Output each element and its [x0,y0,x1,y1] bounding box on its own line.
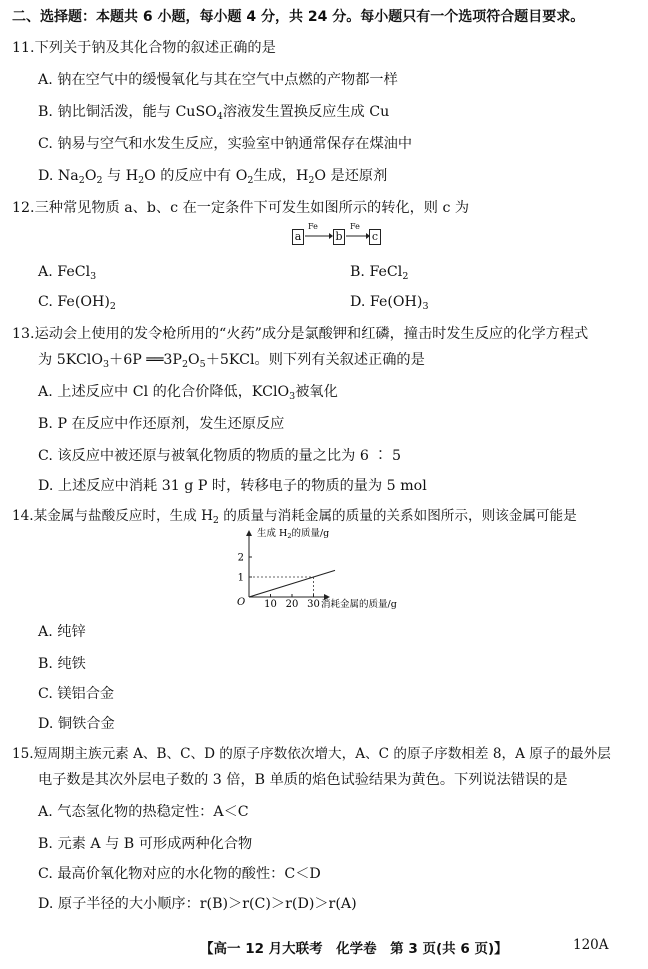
y-axis-label: 生成 $H_2$的质量/g [257,528,330,540]
q11-option-b: B. 钠比铜活泼，能与 CuSO$_4$溶液发生置换反应生成 Cu [38,104,390,122]
origin-label: O [237,597,246,608]
x-tick-label: 30 [307,599,320,610]
question-15-stem-continued: 电子数是其次外层电子数的 3 倍，B 单质的焰色试验结果为黄色。下列说法错误的是 [38,772,568,788]
q15-option-a: A. 气态氢化物的热稳定性：A＜C [38,804,249,820]
section-header: 二、选择题：本题共 6 小题，每小题 4 分，共 24 分。每小题只有一个选项符合题目要求。 [12,9,585,25]
y-tick-label: 2 [237,552,244,564]
h2-mass-chart [225,525,450,618]
question-13-stem: 13.运动会上使用的发令枪所用的“火药”成分是氯酸钾和红磷，撞击时发生反应的化学方程式 [12,326,589,342]
q13-option-d: D. 上述反应中消耗 31 g P 时，转移电子的物质的量为 5 mol [38,478,427,494]
question-11-stem: 11.下列关于钠及其化合物的叙述正确的是 [12,40,276,56]
q13-equation: 为 5KClO$_3$＋6P $══3P_2O_5+5KCl$。则下列有关叙述正确的是 [38,352,425,370]
q13-option-b: B. P 在反应中作还原剂，发生还原反应 [38,416,285,432]
q15-option-d: D. 原子半径的大小顺序：r(B)＞r(C)＞r(D)＞r(A) [38,896,357,912]
y-tick-label: 1 [237,572,244,584]
arrow-right-icon [305,230,333,240]
q15-option-c: C. 最高价氧化物对应的水化物的酸性：C＜D [38,866,321,882]
q15-option-b: B. 元素 A 与 B 可形成两种化合物 [38,836,253,852]
q12-option-a: A. FeCl$_3$ [38,264,97,282]
x-tick-label: 10 [264,599,277,610]
x-axis-label: 消耗金属的质量/g [321,599,397,610]
q14-option-d: D. 铜铁合金 [38,716,115,732]
question-15-stem: 15.短周期主族元素 A、B、C、D 的原子序数依次增大，A、C 的原子序数相差 8，A 原子的最外层 [12,746,611,762]
diagram-box-b: b [333,229,345,245]
q12-option-c: C. $Fe(OH)_2$ [38,294,116,312]
q12-option-b: B. FeCl$_2$ [350,264,409,282]
question-12-stem: 12.三种常见物质 a、b、c 在一定条件下可发生如图所示的转化，则 c 为 [12,200,470,216]
q14-option-a: A. 纯锌 [38,624,86,640]
diagram-box-c: c [369,229,381,245]
diagram-arrow-1-label: Fe [308,222,318,231]
question-14-stem: 14.某金属与盐酸反应时，生成 $H_2$ 的质量与消耗金属的质量的关系如图所示，则该金属可能是 [12,508,577,526]
footer-code: 120A [573,937,609,953]
diagram-box-a: a [292,229,304,245]
q14-option-c: C. 镁铝合金 [38,686,115,702]
diagram-arrow-2-label: Fe [350,222,360,231]
q11-option-a: A. 钠在空气中的缓慢氧化与其在空气中点燃的产物都一样 [38,72,398,88]
q13-option-c: C. 该反应中被还原与被氧化物质的物质的量之比为 6 ∶ 5 [38,448,402,464]
q12-option-d: D. $Fe(OH)_3$ [350,294,429,312]
q14-option-b: B. 纯铁 [38,656,86,672]
footer-page-info: 【高一 12 月大联考 化学卷 第 3 页(共 6 页)】 [200,941,508,957]
arrow-right-icon [346,230,370,240]
q11-option-c: C. 钠易与空气和水发生反应，实验室中钠通常保存在煤油中 [38,136,413,152]
series-line [249,570,335,597]
q13-option-a: A. 上述反应中 Cl 的化合价降低，KClO$_3$被氧化 [38,384,338,402]
q11-option-d: D. $Na_2O_2$ 与 $H_2O$ 的反应中有 $O_2$生成，$H_2O$ 是还原剂 [38,168,388,186]
x-tick-label: 20 [285,599,299,610]
conversion-diagram [292,222,382,246]
